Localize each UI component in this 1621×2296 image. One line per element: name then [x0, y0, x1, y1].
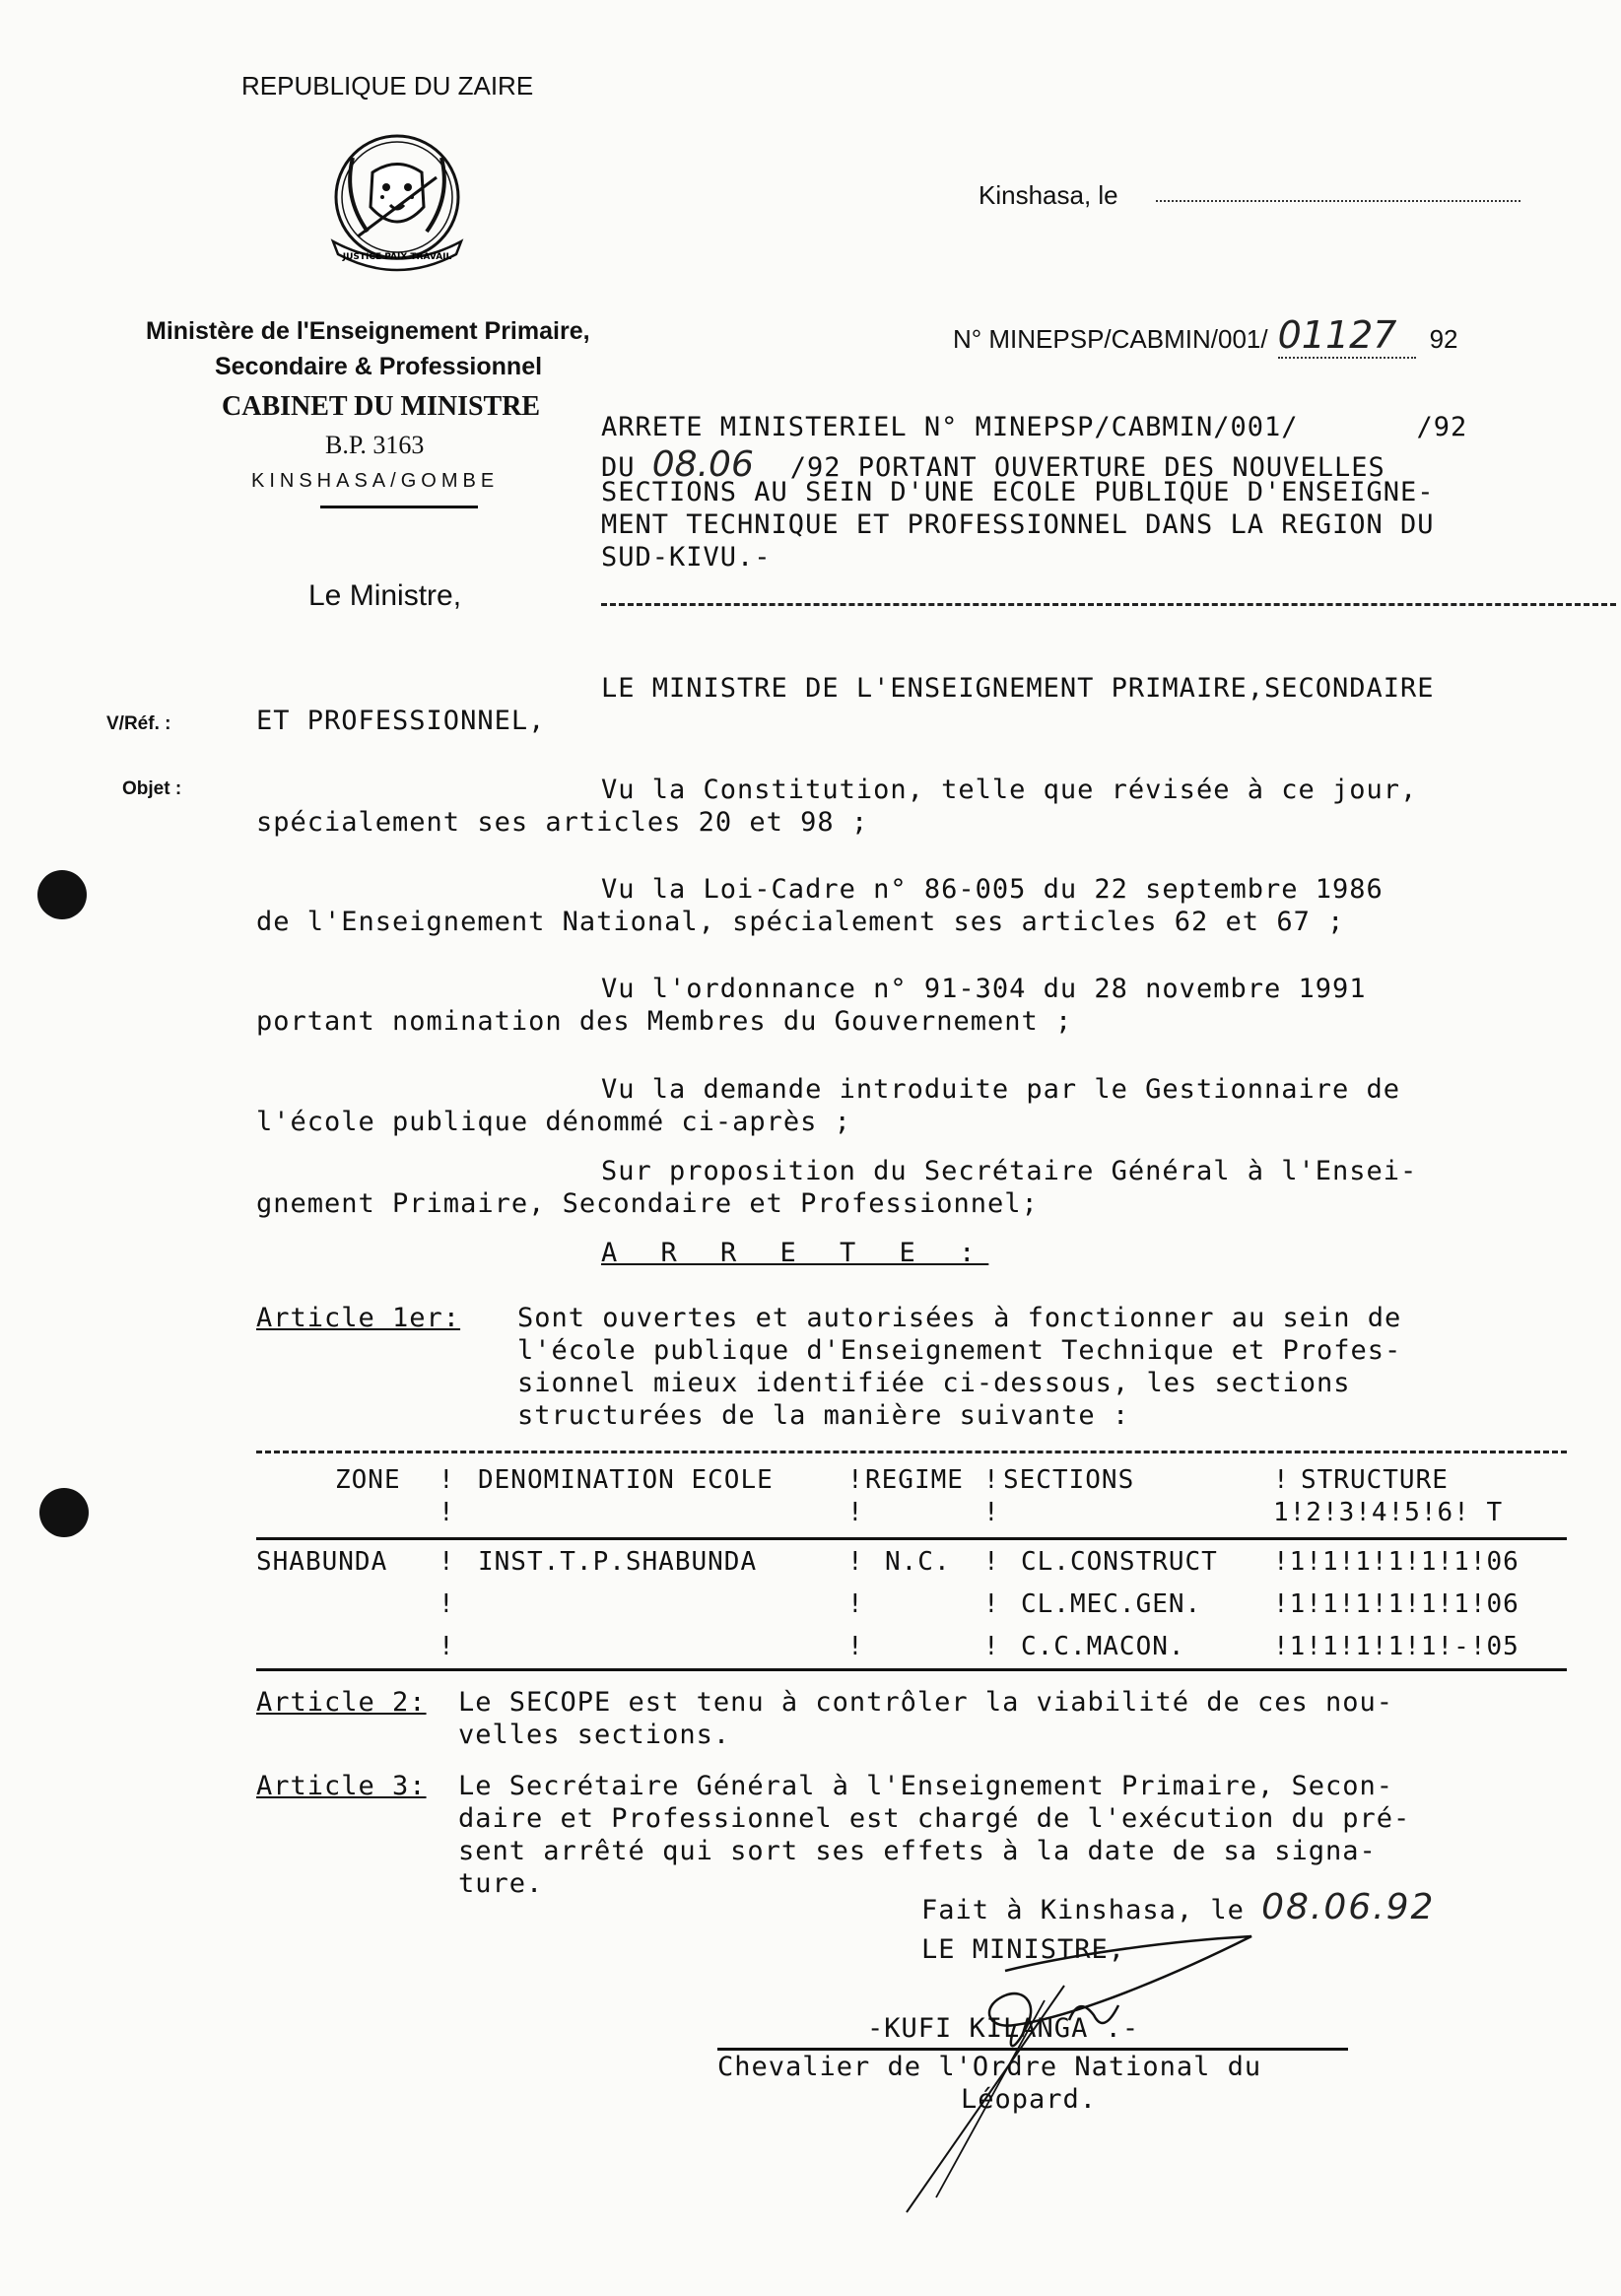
table-header-sections: SECTIONS — [1003, 1465, 1135, 1495]
table-cell-regime: N.C. — [885, 1547, 951, 1577]
table-header-denomination: DENOMINATION ECOLE — [478, 1465, 774, 1495]
title-line3: SECTIONS AU SEIN D'UNE ECOLE PUBLIQUE D'ENSEIGNE- — [601, 477, 1435, 507]
vu-loi-cadre-line2: de l'Enseignement National, spécialement ses articles 62 et 67 ; — [256, 907, 1345, 937]
table-col-separator: ! — [1273, 1465, 1290, 1495]
signatory-name: -KUFI KILANGA .- — [867, 2013, 1140, 2044]
place-date-label: Kinshasa, le — [979, 180, 1118, 210]
article1-line3: sionnel mieux identifiée ci-dessous, les sections — [517, 1368, 1351, 1398]
letterhead-underline — [320, 506, 478, 508]
table-col-separator: ! — [439, 1632, 455, 1661]
table-col-separator: ! — [847, 1632, 864, 1661]
title-separator — [601, 603, 1616, 606]
title-handwritten-date: 08.06 — [651, 444, 754, 485]
table-cell-section: CL.CONSTRUCT — [1021, 1547, 1218, 1577]
table-header-zone: ZONE — [335, 1465, 401, 1495]
signature-date: 08.06.92 — [1261, 1887, 1436, 1927]
article1-line2: l'école publique d'Enseignement Technique et Profes- — [517, 1335, 1402, 1366]
article1-line1: Sont ouvertes et autorisées à fonctionner au sein de — [517, 1303, 1402, 1333]
table-cell-structure: !1!1!1!1!1!-!05 — [1273, 1632, 1520, 1661]
signatory-title-line1: Chevalier de l'Ordre National du — [717, 2052, 1262, 2082]
table-header-regime: REGIME — [865, 1465, 964, 1495]
arrete-heading: A R R E T E : — [601, 1238, 989, 1268]
le-ministre-label: Le Ministre, — [308, 579, 462, 612]
signature-le-ministre: LE MINISTRE, — [921, 1934, 1126, 1965]
coat-of-arms-seal — [313, 128, 481, 276]
table-cell-section: CL.MEC.GEN. — [1021, 1589, 1202, 1619]
vu-loi-cadre-line1: Vu la Loi-Cadre n° 86-005 du 22 septembre 1986 — [601, 874, 1384, 905]
article3-label: Article 3: — [256, 1771, 427, 1801]
title-line5: SUD-KIVU.- — [601, 542, 772, 573]
article2-line1: Le SECOPE est tenu à contrôler la viabilité de ces nou- — [458, 1687, 1394, 1718]
seal-motto: JUSTICE PAIX TRAVAIL — [342, 252, 452, 262]
article3-line2: daire et Professionnel est chargé de l'exécution du pré- — [458, 1803, 1411, 1834]
table-col-separator: ! — [983, 1632, 1000, 1661]
letterhead-city: KINSHASA/GOMBE — [251, 470, 500, 492]
reference-year: 92 — [1429, 324, 1458, 354]
table-col-separator: ! — [847, 1547, 864, 1577]
table-col-separator: ! — [439, 1589, 455, 1619]
table-col-separator: ! — [983, 1498, 1000, 1527]
table-col-separator: ! — [847, 1465, 864, 1495]
title-line2: DU 08.06 /92 PORTANT OUVERTURE DES NOUVELLES — [601, 444, 1385, 485]
ministry-line2: Secondaire & Professionnel — [215, 353, 543, 380]
proposition-line2: gnement Primaire, Secondaire et Professionnel; — [256, 1188, 1039, 1219]
table-bottom-rule — [256, 1668, 1567, 1671]
table-top-separator — [256, 1451, 1567, 1453]
table-header-structure-sub: 1!2!3!4!5!6! T — [1273, 1498, 1504, 1527]
ministry-line1: Ministère de l'Enseignement Primaire, — [146, 317, 590, 345]
table-cell-structure: !1!1!1!1!1!1!06 — [1273, 1589, 1520, 1619]
reference-prefix: N° MINEPSP/CABMIN/001/ — [953, 324, 1268, 354]
title-line1: ARRETE MINISTERIEL N° MINEPSP/CABMIN/001/ /92 — [601, 412, 1468, 442]
table-col-separator: ! — [983, 1465, 1000, 1495]
vu-demande-line2: l'école publique dénommé ci-après ; — [256, 1107, 851, 1137]
article2-line2: velles sections. — [458, 1720, 731, 1750]
table-col-separator: ! — [439, 1498, 455, 1527]
signature-rule — [717, 2048, 1348, 2051]
article3-line1: Le Secrétaire Général à l'Enseignement Primaire, Secon- — [458, 1771, 1394, 1801]
vref-label: V/Réf. : — [106, 713, 171, 734]
table-cell-zone: SHABUNDA — [256, 1547, 388, 1577]
punch-hole-mark — [37, 870, 87, 919]
punch-hole-mark — [39, 1488, 89, 1537]
table-header-rule — [256, 1537, 1567, 1540]
article3-line4: ture. — [458, 1868, 544, 1899]
table-col-separator: ! — [847, 1589, 864, 1619]
vu-ordonnance-line1: Vu l'ordonnance n° 91-304 du 28 novembre 1991 — [601, 974, 1367, 1004]
table-cell-section: C.C.MACON. — [1021, 1632, 1185, 1661]
table-cell-denomination: INST.T.P.SHABUNDA — [478, 1547, 758, 1577]
article1-label: Article 1er: — [256, 1303, 461, 1333]
article1-line4: structurées de la manière suivante : — [517, 1400, 1130, 1431]
table-col-separator: ! — [439, 1465, 455, 1495]
minister-line1: LE MINISTRE DE L'ENSEIGNEMENT PRIMAIRE,SECONDAIRE — [601, 673, 1435, 704]
article2-label: Article 2: — [256, 1687, 427, 1718]
fait-a-line: Fait à Kinshasa, le 08.06.92 — [921, 1887, 1436, 1927]
vu-constitution-line2: spécialement ses articles 20 et 98 ; — [256, 807, 869, 838]
objet-label: Objet : — [122, 778, 182, 799]
vu-demande-line1: Vu la demande introduite par le Gestionnaire de — [601, 1074, 1401, 1105]
proposition-line1: Sur proposition du Secrétaire Général à l'Ensei- — [601, 1156, 1418, 1186]
table-col-separator: ! — [847, 1498, 864, 1527]
table-col-separator: ! — [439, 1547, 455, 1577]
vu-constitution-line1: Vu la Constitution, telle que révisée à ce jour, — [601, 775, 1418, 805]
vu-ordonnance-line2: portant nomination des Membres du Gouvernement ; — [256, 1006, 1073, 1037]
reference-number: 01127 — [1278, 313, 1416, 359]
table-cell-structure: !1!1!1!1!1!1!06 — [1273, 1547, 1520, 1577]
table-col-separator: ! — [983, 1589, 1000, 1619]
country-name: REPUBLIQUE DU ZAIRE — [241, 71, 534, 101]
signatory-title-line2: Léopard. — [961, 2084, 1098, 2115]
table-header-structure: STRUCTURE — [1301, 1465, 1449, 1495]
table-col-separator: ! — [983, 1547, 1000, 1577]
title-line4: MENT TECHNIQUE ET PROFESSIONNEL DANS LA REGION DU — [601, 509, 1435, 540]
postal-box: B.P. 3163 — [325, 431, 425, 459]
minister-line2: ET PROFESSIONNEL, — [256, 706, 546, 736]
date-dotted-line — [1156, 200, 1520, 202]
article3-line3: sent arrêté qui sort ses effets à la date de sa signa- — [458, 1836, 1377, 1866]
cabinet-label: CABINET DU MINISTRE — [222, 391, 541, 422]
